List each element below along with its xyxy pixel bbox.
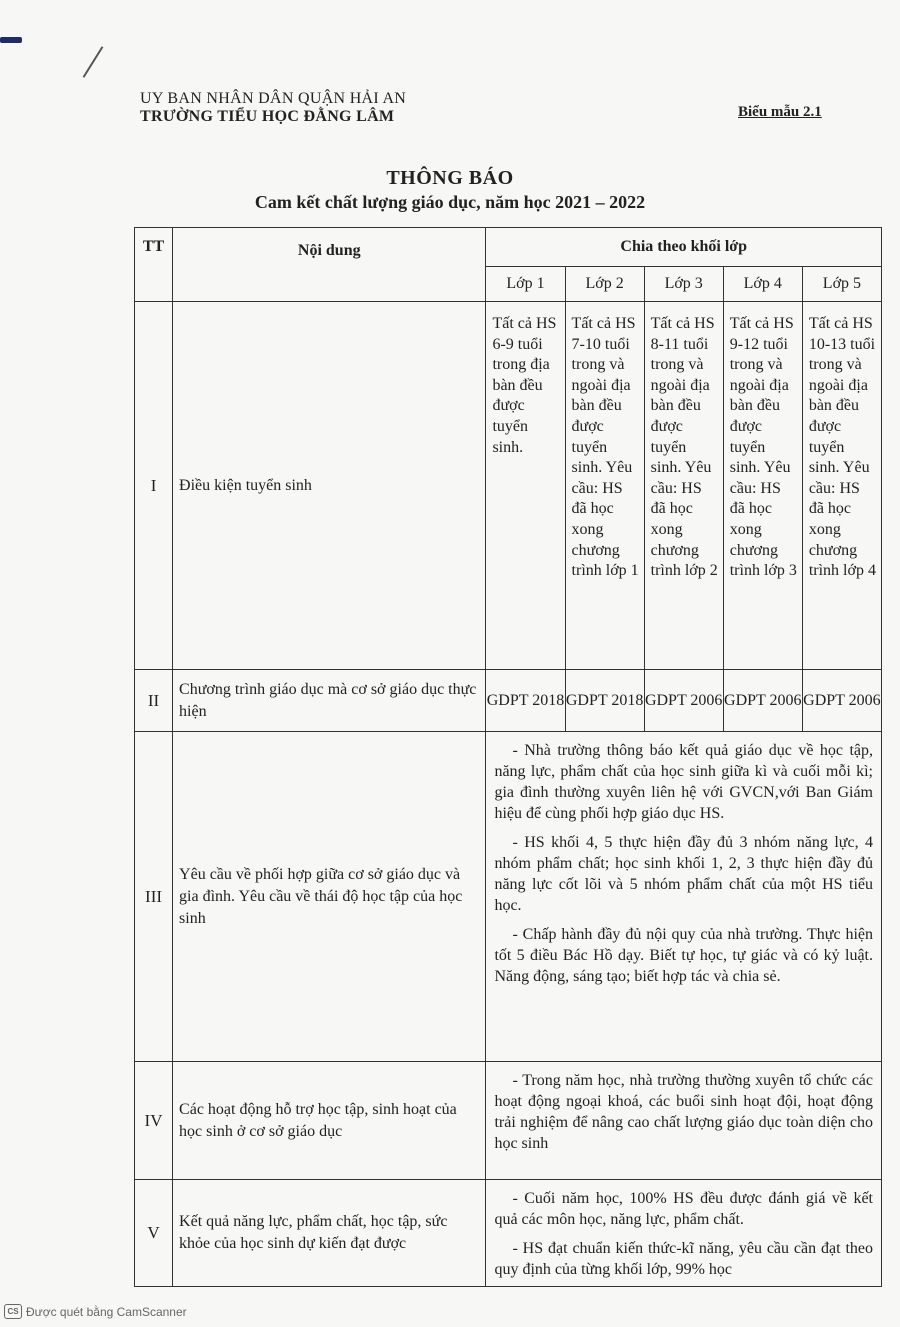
header-content: Nội dung <box>173 228 486 302</box>
row-content: Điều kiện tuyển sinh <box>173 302 486 670</box>
edge-mark <box>0 37 22 43</box>
scanner-footer-text: Được quét bằng CamScanner <box>26 1304 187 1319</box>
table-row <box>135 732 882 1062</box>
header-grade-group: Chia theo khối lớp <box>486 228 882 267</box>
header-left <box>140 90 406 126</box>
header-tt: TT <box>135 228 173 302</box>
pen-mark <box>83 46 104 78</box>
row-number: II <box>135 670 173 732</box>
eligibility-grade-3: Tất cả HS 8-11 tuổi trong và ngoài địa bàn đều được tuyển sinh. Yêu cầu: HS đã học xong chương trình lớp 2 <box>644 302 723 670</box>
program-grade-2: GDPT 2018 <box>565 670 644 732</box>
table-row <box>135 302 882 670</box>
eligibility-grade-4: Tất cả HS 9-12 tuổi trong và ngoài địa bàn đều được tuyển sinh. Yêu cầu: HS đã học xong chương trình lớp 3 <box>723 302 802 670</box>
commitment-table <box>134 227 882 1287</box>
eligibility-grade-1: Tất cả HS 6-9 tuổi trong địa bàn đều được tuyển sinh. <box>486 302 565 670</box>
row-content: Các hoạt động hỗ trợ học tập, sinh hoạt của học sinh ở cơ sở giáo dục <box>173 1062 486 1180</box>
program-grade-4: GDPT 2006 <box>723 670 802 732</box>
paragraph: - Nhà trường thông báo kết quả giáo dục về học tập, năng lực, phẩm chất của học sinh giữa kì và cuối mỗi kì; gia đình thường xuyên liên hệ với GVCN,với Ban Giám hiệu để cùng phối hợp giáo dục HS. <box>494 742 873 822</box>
camscanner-logo-icon: CS <box>4 1304 22 1319</box>
table-row <box>135 670 882 732</box>
row-content: Chương trình giáo dục mà cơ sở giáo dục thực hiện <box>173 670 486 732</box>
program-grade-3: GDPT 2006 <box>644 670 723 732</box>
program-grade-1: GDPT 2018 <box>486 670 565 732</box>
program-grade-5: GDPT 2006 <box>802 670 881 732</box>
paragraph: - Chấp hành đầy đủ nội quy của nhà trường. Thực hiện tốt 5 điều Bác Hồ dạy. Biết tự học, tự giác và có kỷ luật. Năng động, sáng tạo; biết hợp tác và chia sẻ. <box>494 926 873 985</box>
row-content: Kết quả năng lực, phẩm chất, học tập, sức khỏe của học sinh dự kiến đạt được <box>173 1180 486 1287</box>
header-grade-5: Lớp 5 <box>802 267 881 302</box>
paragraph: - HS khối 4, 5 thực hiện đầy đủ 3 nhóm năng lực, 4 nhóm phẩm chất; học sinh khối 1, 2, 3 thực hiện đầy đủ năng lực cốt lõi và 5 nhóm phẩm chất của một HS tiểu học. <box>494 834 873 914</box>
table-row <box>135 1180 882 1287</box>
header-grade-2: Lớp 2 <box>565 267 644 302</box>
scanner-footer <box>4 1304 187 1319</box>
eligibility-grade-5: Tất cả HS 10-13 tuổi trong và ngoài địa bàn đều được tuyển sinh. Yêu cầu: HS đã học xong chương trình lớp 4 <box>802 302 881 670</box>
row-number: V <box>135 1180 173 1287</box>
paragraph: - HS đạt chuẩn kiến thức-kĩ năng, yêu cầu cần đạt theo quy định của từng khối lớp, 99% học <box>494 1240 873 1278</box>
form-number: Biểu mẫu 2.1 <box>738 104 822 120</box>
header-grade-1: Lớp 1 <box>486 267 565 302</box>
table-row <box>135 1062 882 1180</box>
school-name: TRƯỜNG TIỂU HỌC ĐẰNG LÂM <box>140 108 395 125</box>
row-description <box>486 1062 882 1180</box>
eligibility-grade-2: Tất cả HS 7-10 tuổi trong và ngoài địa bàn đều được tuyển sinh. Yêu cầu: HS đã học xong chương trình lớp 1 <box>565 302 644 670</box>
paragraph: - Cuối năm học, 100% HS đều được đánh giá về kết quả các môn học, năng lực, phẩm chất. <box>494 1190 873 1228</box>
row-description <box>486 1180 882 1287</box>
header-grade-3: Lớp 3 <box>644 267 723 302</box>
row-content: Yêu cầu về phối hợp giữa cơ sở giáo dục và gia đình. Yêu cầu về thái độ học tập của học sinh <box>173 732 486 1062</box>
document-title: THÔNG BÁO <box>386 167 514 189</box>
row-number: III <box>135 732 173 1062</box>
row-number: I <box>135 302 173 670</box>
row-number: IV <box>135 1062 173 1180</box>
document-subtitle: Cam kết chất lượng giáo dục, năm học 2021 – 2022 <box>254 192 646 212</box>
paragraph: - Trong năm học, nhà trường thường xuyên tổ chức các hoạt động ngoại khoá, các buổi sinh hoạt đội, hoạt động trải nghiệm để nâng cao chất lượng giáo dục toàn diện cho học sinh <box>494 1072 873 1152</box>
row-description <box>486 732 882 1062</box>
header-grade-4: Lớp 4 <box>723 267 802 302</box>
agency-name: UY BAN NHÂN DÂN QUẬN HẢI AN <box>140 90 407 107</box>
